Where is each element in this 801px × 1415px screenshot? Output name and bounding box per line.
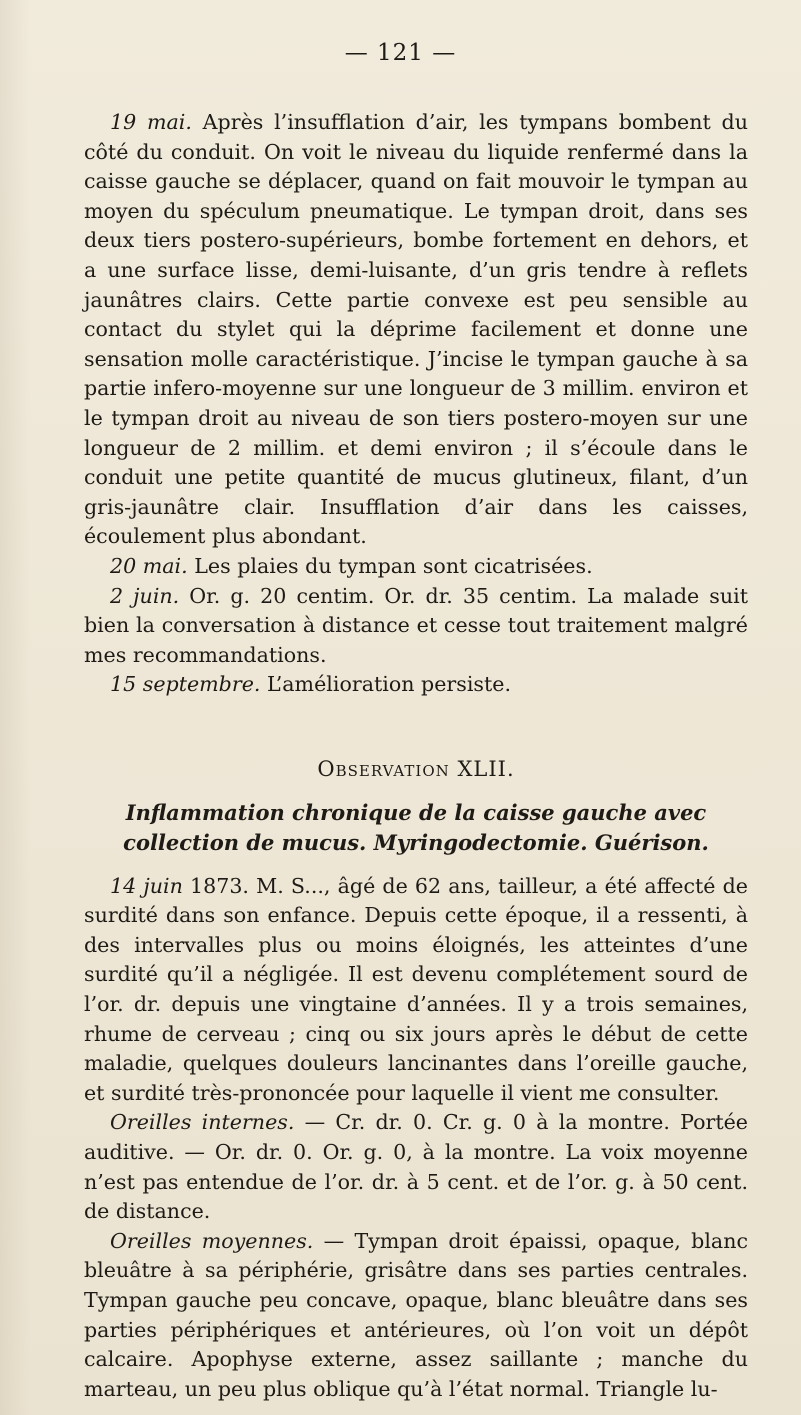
entry-text: — Cr. dr. 0. Cr. g. 0 à la montre. Portée auditive. — Or. dr. 0. Or. g. 0, à la montre. La voix moyenne n’est pas entendue de l’or. dr. à 5 cent. et de l’or. g. à 50 cent. de distance. <box>84 1110 748 1224</box>
section-lead: Oreilles moyennes. <box>110 1228 314 1253</box>
paragraph-20-mai <box>84 552 748 582</box>
entry-date: 20 mai. <box>110 553 188 578</box>
entry-text: 1873. M. S..., âgé de 62 ans, tailleur, a été affecté de surdité dans son enfance. Depuis cette époque, il a ressenti, à des intervalles plus ou moins éloignés, les atteintes d’une surdité qu’il a négligée. Il est devenu complétement sourd de l’or. dr. depuis une vingtaine d’années. Il y a trois semaines, rhume de cerveau ; cinq ou six jours après le début de cette maladie, quelques douleurs lancinantes dans l’oreille gauche, et surdité très-prononcée pour laquelle il vient me consulter. <box>84 873 748 1105</box>
paragraph-15-septembre <box>84 670 748 700</box>
entry-text: — Tympan droit épaissi, opaque, blanc bleuâtre à sa périphérie, grisâtre dans ses parties centrales. Tympan gauche peu concave, opaque, blanc bleuâtre dans ses parties périphériques et antérieures, où l’on voit un dépôt calcaire. Apophyse externe, assez saillante ; manche du marteau, un peu plus oblique qu’à l’état normal. Triangle lu- <box>84 1228 748 1401</box>
observation-title: Observation XLII. <box>317 756 515 781</box>
entry-text: Or. g. 20 centim. Or. dr. 35 centim. La malade suit bien la conversation à distance et cesse tout traitement malgré mes recommandations. <box>84 583 748 667</box>
entry-date: 2 juin. <box>110 583 180 608</box>
observation-subtitle: Inflammation chronique de la caisse gauche avec collection de mucus. Myringodectomie. Guérison. <box>123 800 709 856</box>
page-number: — 121 — <box>344 40 457 66</box>
paragraph-oreilles-moyennes <box>84 1227 748 1405</box>
section-lead: Oreilles internes. <box>110 1110 295 1135</box>
entry-text: Après l’insufflation d’air, les tympans bombent du côté du conduit. On voit le niveau du liquide renfermé dans la caisse gauche se déplacer, quand on fait mouvoir le tympan au moyen du spéculum pneumatique. Le tympan droit, dans ses deux tiers postero-supérieurs, bombe fortement en dehors, et a une surface lisse, demi-luisante, d’un gris tendre à reflets jaunâtres clairs. Cette partie convexe est peu sensible au contact du stylet qui la déprime facilement et donne une sensation molle caractéristique. J’incise le tympan gauche à sa partie infero-moyenne sur une longueur de 3 millim. environ et le tympan droit au niveau de son tiers postero-moyen sur une longueur de 2 millim. et demi environ ; il s’écoule dans le conduit une petite quantité de mucus glutineux, filant, d’un gris-jaunâtre clair. Insufflation d’air dans les caisses, écoulement plus abondant. <box>84 110 748 549</box>
entry-date: 15 septembre. <box>110 672 261 697</box>
paragraph-19-mai <box>84 108 748 552</box>
paragraph-2-juin <box>84 582 748 671</box>
entry-date: 14 juin <box>110 873 183 898</box>
entry-text: L’amélioration persiste. <box>260 672 511 697</box>
entry-text: Les plaies du tympan sont cicatrisées. <box>187 553 593 578</box>
entry-date: 19 mai. <box>110 110 192 134</box>
paragraph-oreilles-internes <box>84 1108 748 1226</box>
page-body <box>84 108 748 1404</box>
paragraph-14-juin <box>84 872 748 1109</box>
